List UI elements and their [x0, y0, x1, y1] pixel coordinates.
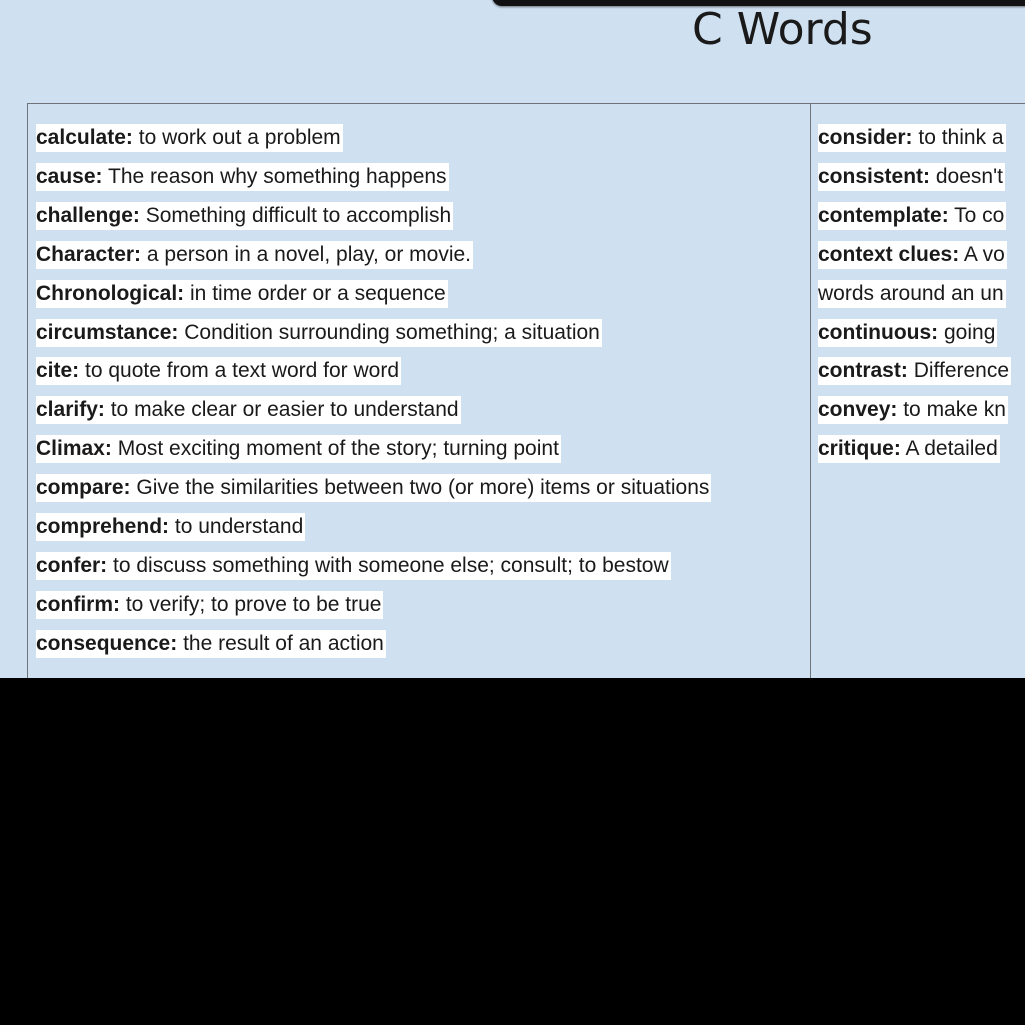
vocab-entry — [36, 236, 716, 275]
vocab-entry — [36, 508, 716, 547]
vocab-entry — [818, 158, 1025, 197]
vocab-definition: Condition surrounding something; a situation — [184, 320, 600, 344]
vocab-term: Chronological: — [36, 281, 185, 305]
vocab-definition: to make kn — [903, 398, 1006, 422]
vocab-entry — [818, 314, 1025, 353]
vocab-entry — [36, 119, 716, 158]
vocab-entry — [36, 158, 716, 197]
column-divider — [810, 104, 811, 678]
vocab-definition: Give the similarities between two (or more) items or situations — [136, 476, 710, 500]
vocab-definition: To co — [954, 203, 1005, 227]
vocab-term: convey: — [818, 398, 898, 422]
vocab-entry — [818, 352, 1025, 391]
vocab-term: cite: — [36, 359, 80, 383]
vocab-definition: Difference — [913, 359, 1010, 383]
vocab-definition: words around an un — [818, 281, 1004, 305]
vocab-term: continuous: — [818, 320, 939, 344]
vocab-definition: to discuss something with someone else; consult; to bestow — [113, 553, 669, 577]
vocab-term: comprehend: — [36, 515, 170, 539]
vocab-term: clarify: — [36, 398, 105, 422]
vocab-entry — [36, 275, 716, 314]
blank-screen-area — [0, 678, 1025, 1025]
vocab-term: consistent: — [818, 164, 931, 188]
vocab-term: contrast: — [818, 359, 908, 383]
vocab-entry — [36, 586, 716, 625]
vocab-entry — [36, 197, 716, 236]
vocab-entry — [818, 391, 1025, 430]
vocab-definition: The reason why something happens — [108, 164, 447, 188]
vocab-entry — [36, 469, 716, 508]
vocab-entry — [818, 197, 1025, 236]
vocab-term: cause: — [36, 164, 103, 188]
vocab-definition: to work out a problem — [138, 126, 341, 149]
vocab-entry — [36, 314, 716, 353]
vocab-definition: to make clear or easier to understand — [110, 398, 459, 422]
vocab-term: Climax: — [36, 437, 112, 461]
vocab-definition: a person in a novel, play, or movie. — [146, 242, 472, 266]
slide-title: C Words — [692, 4, 873, 55]
vocab-term: challenge: — [36, 203, 140, 227]
vocab-entry-continuation — [818, 275, 1025, 314]
vocab-entry — [36, 430, 716, 469]
vocab-definition: to verify; to prove to be true — [125, 592, 382, 616]
vocab-entry — [36, 352, 716, 391]
vocab-term: critique: — [818, 437, 901, 461]
vocab-term: confirm: — [36, 592, 120, 616]
vocab-entry — [818, 119, 1025, 158]
vocab-term: Character: — [36, 242, 142, 266]
vocab-entry — [818, 236, 1025, 275]
vocab-definition: A detailed — [905, 437, 998, 461]
vocab-entry — [36, 391, 716, 430]
vocabulary-table — [27, 103, 1025, 678]
vocab-term: calculate: — [36, 126, 133, 149]
vocab-entry — [36, 625, 716, 664]
vocab-entry — [818, 430, 1025, 469]
vocab-definition: doesn't — [935, 164, 1003, 188]
vocab-entry — [36, 547, 716, 586]
vocab-definition: going — [944, 320, 996, 344]
vocab-definition: Something difficult to accomplish — [145, 203, 452, 227]
vocab-term: context clues: — [818, 242, 960, 266]
vocab-definition: to quote from a text word for word — [85, 359, 400, 383]
vocab-term: contemplate: — [818, 203, 949, 227]
vocab-definition: to think a — [918, 126, 1004, 149]
vocab-definition: the result of an action — [183, 631, 384, 655]
vocab-term: compare: — [36, 476, 131, 500]
vocab-definition: to understand — [174, 515, 304, 539]
vocab-term: confer: — [36, 553, 108, 577]
vocab-definition: Most exciting moment of the story; turning point — [117, 437, 559, 461]
vocab-definition: A vo — [963, 242, 1005, 266]
vocab-term: consequence: — [36, 631, 178, 655]
left-column — [36, 119, 716, 664]
vocab-term: consider: — [818, 126, 913, 149]
vocab-definition: in time order or a sequence — [190, 281, 446, 305]
right-column — [818, 119, 1025, 469]
vocab-term: circumstance: — [36, 320, 179, 344]
